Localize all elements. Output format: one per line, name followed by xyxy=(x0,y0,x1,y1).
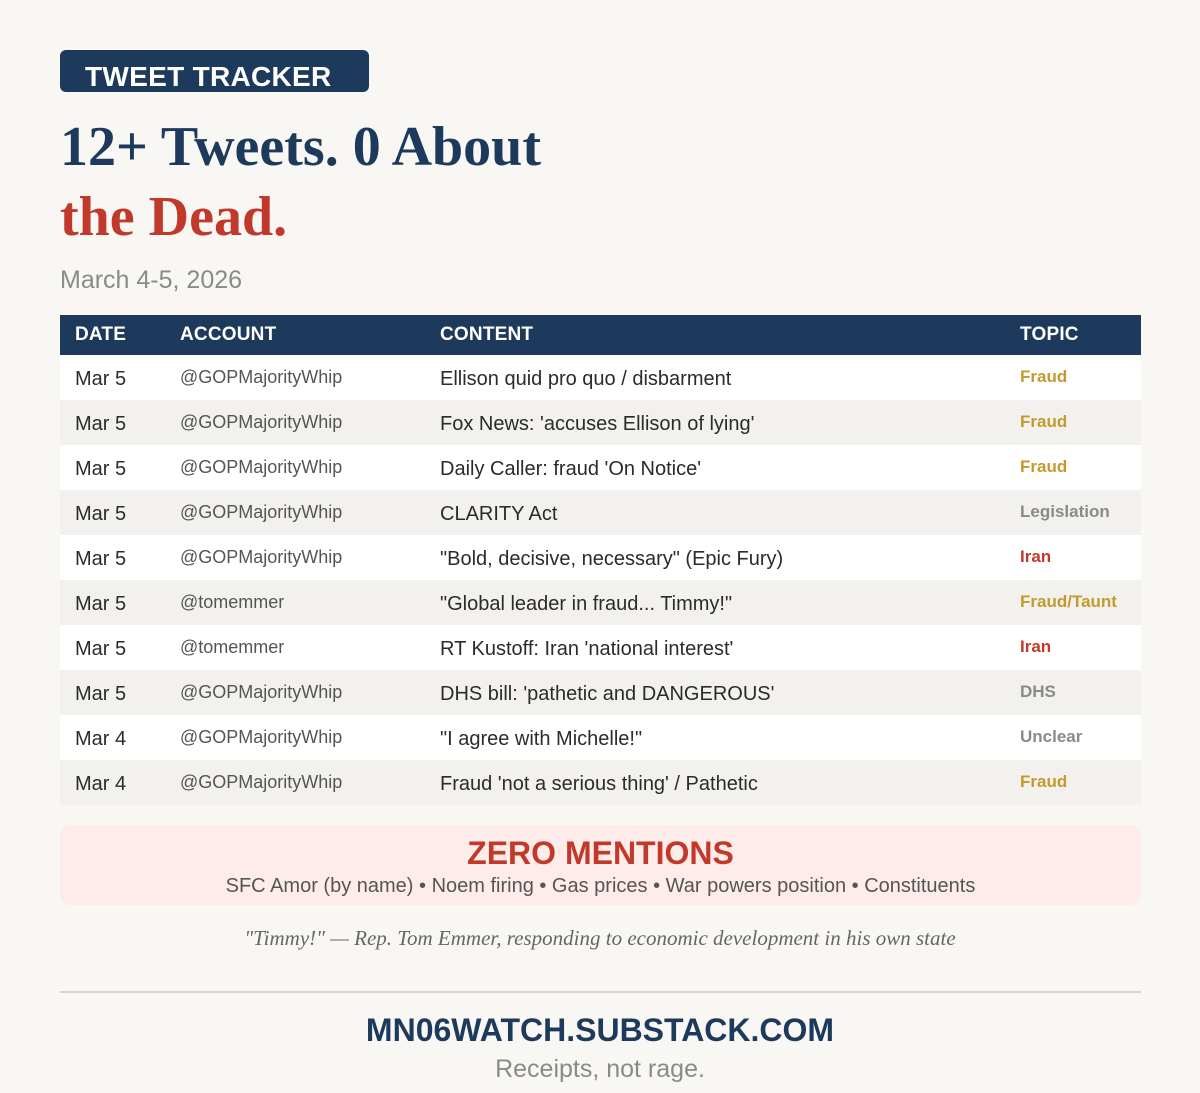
table-row xyxy=(60,355,1141,400)
row-account: @GOPMajorityWhip xyxy=(180,682,343,702)
row-content: DHS bill: 'pathetic and DANGEROUS' xyxy=(440,683,775,705)
row-topic: Fraud xyxy=(1020,367,1068,386)
row-account: @GOPMajorityWhip xyxy=(180,502,343,522)
header-date: DATE xyxy=(75,324,127,345)
table-body xyxy=(60,355,1141,805)
table-row xyxy=(60,580,1141,625)
table-row xyxy=(60,400,1141,445)
row-content: "Global leader in fraud... Timmy!" xyxy=(440,593,733,615)
tagline: Receipts, not rage. xyxy=(495,1055,705,1083)
row-account: @GOPMajorityWhip xyxy=(180,412,343,432)
row-date: Mar 4 xyxy=(75,773,127,795)
table-row xyxy=(60,445,1141,490)
row-date: Mar 5 xyxy=(75,593,127,615)
headline-line-2: the Dead. xyxy=(60,186,288,248)
row-date: Mar 5 xyxy=(75,413,127,435)
row-topic: Legislation xyxy=(1020,502,1110,521)
row-content: Fox News: 'accuses Ellison of lying' xyxy=(440,413,755,435)
row-topic: Iran xyxy=(1020,547,1052,566)
row-date: Mar 5 xyxy=(75,503,127,525)
table-row xyxy=(60,715,1141,760)
tweet-table xyxy=(60,315,1141,805)
table-header xyxy=(60,315,1141,355)
row-account: @tomemmer xyxy=(180,637,285,657)
row-account: @GOPMajorityWhip xyxy=(180,457,343,477)
row-account: @GOPMajorityWhip xyxy=(180,367,343,387)
row-content: CLARITY Act xyxy=(440,503,558,525)
row-content: Fraud 'not a serious thing' / Pathetic xyxy=(440,773,758,795)
row-content: "I agree with Michelle!" xyxy=(440,728,643,750)
header-content: CONTENT xyxy=(440,324,534,345)
row-topic: Fraud xyxy=(1020,412,1068,431)
site-url: MN06WATCH.SUBSTACK.COM xyxy=(365,1012,835,1048)
row-topic: Fraud/Taunt xyxy=(1020,592,1117,611)
row-date: Mar 4 xyxy=(75,728,127,750)
header-topic: TOPIC xyxy=(1020,324,1079,345)
row-topic: Fraud xyxy=(1020,772,1068,791)
zero-mentions-box xyxy=(60,825,1141,905)
row-content: RT Kustoff: Iran 'national interest' xyxy=(440,638,734,660)
table-row xyxy=(60,625,1141,670)
footer-divider xyxy=(60,991,1141,993)
table-row xyxy=(60,760,1141,805)
row-topic: DHS xyxy=(1020,682,1056,701)
row-topic: Iran xyxy=(1020,637,1052,656)
row-account: @tomemmer xyxy=(180,592,285,612)
table-row xyxy=(60,490,1141,535)
row-date: Mar 5 xyxy=(75,368,127,390)
row-date: Mar 5 xyxy=(75,638,127,660)
row-account: @GOPMajorityWhip xyxy=(180,727,343,747)
zero-mentions-title: ZERO MENTIONS xyxy=(467,835,734,871)
row-date: Mar 5 xyxy=(75,458,127,480)
headline-line-1: 12+ Tweets. 0 About xyxy=(60,116,541,178)
row-date: Mar 5 xyxy=(75,683,127,705)
row-topic: Fraud xyxy=(1020,457,1068,476)
row-date: Mar 5 xyxy=(75,548,127,570)
tweet-tracker-badge: TWEET TRACKER xyxy=(60,50,369,92)
row-account: @GOPMajorityWhip xyxy=(180,772,343,792)
row-topic: Unclear xyxy=(1020,727,1083,746)
row-content: Daily Caller: fraud 'On Notice' xyxy=(440,458,702,480)
table-row xyxy=(60,670,1141,715)
date-range: March 4-5, 2026 xyxy=(60,266,243,294)
header-account: ACCOUNT xyxy=(180,324,277,345)
table-row xyxy=(60,535,1141,580)
row-account: @GOPMajorityWhip xyxy=(180,547,343,567)
zero-mentions-list: SFC Amor (by name) • Noem firing • Gas prices • War powers position • Constituents xyxy=(225,875,976,897)
row-content: Ellison quid pro quo / disbarment xyxy=(440,368,732,390)
emmer-quote: "Timmy!" — Rep. Tom Emmer, responding to economic development in his own state xyxy=(244,926,956,950)
row-content: "Bold, decisive, necessary" (Epic Fury) xyxy=(440,548,784,570)
